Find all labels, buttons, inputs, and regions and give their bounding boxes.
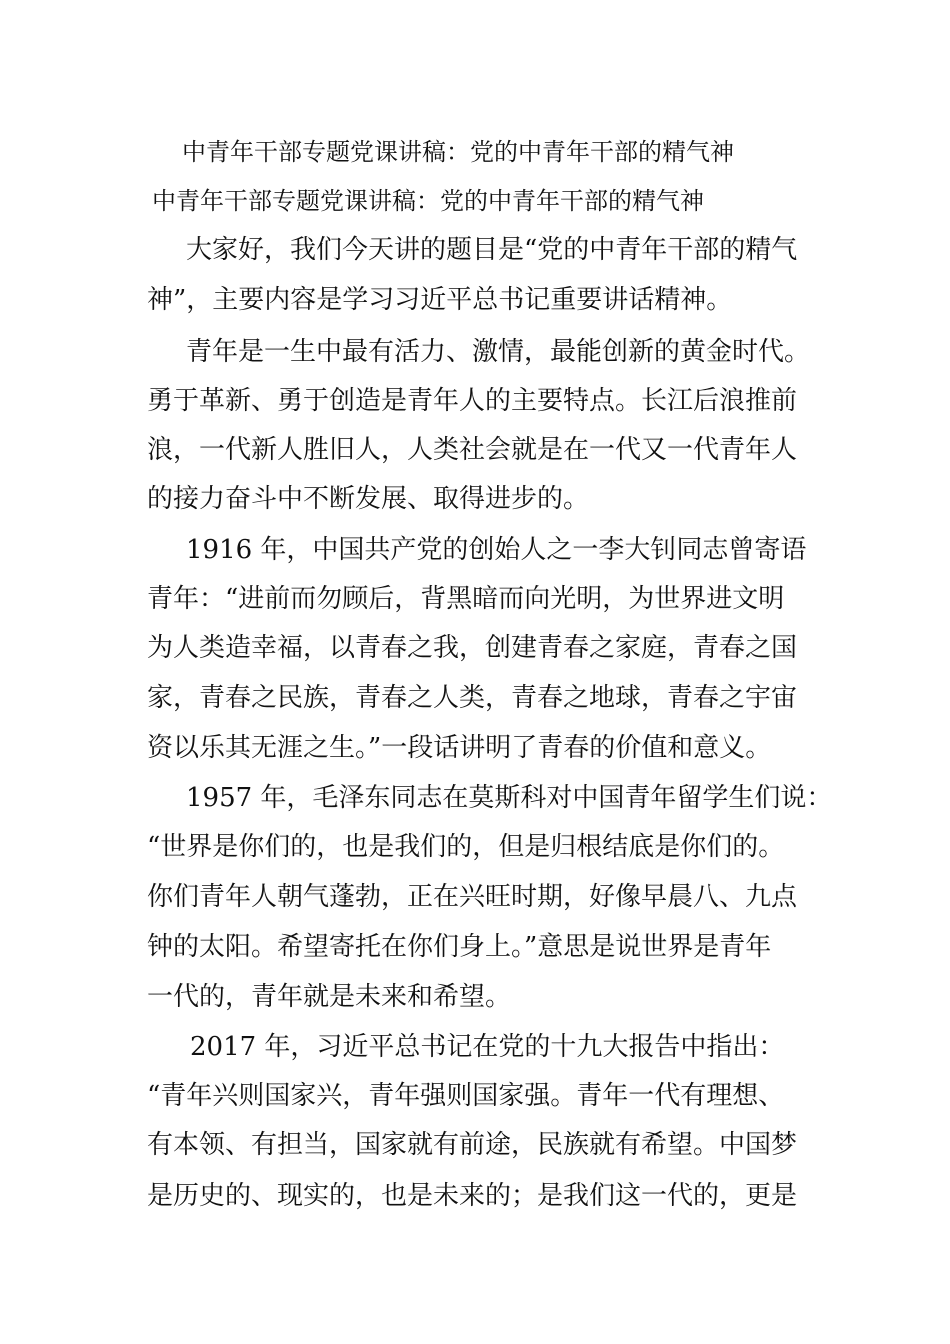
text-line: 1957 年，毛泽东同志在莫斯科对中国青年留学生们说： [186,783,833,813]
text-line: “世界是你们的，也是我们的，但是归根结底是你们的。 [147,832,785,862]
text-line: 青年是一生中最有活力、激情，最能创新的黄金时代。 [186,337,811,367]
text-line: 勇于革新、勇于创造是青年人的主要特点。长江后浪推前 [147,386,798,416]
text-line: 2017 年，习近平总书记在党的十九大报告中指出： [190,1032,785,1062]
text-line: 1916 年，中国共产党的创始人之一李大钊同志曾寄语 [186,535,807,565]
text-line: 钟的太阳。希望寄托在你们身上。”意思是说世界是青年 [147,932,772,962]
text-line: 青年：“进前而勿顾后，背黑暗而向光明，为世界进文明 [147,584,785,614]
text-line: 神”，主要内容是学习习近平总书记重要讲话精神。 [147,285,733,315]
text-line: 为人类造幸福，以青春之我，创建青春之家庭，青春之国 [147,633,798,663]
text-line: 的接力奋斗中不断发展、取得进步的。 [147,484,590,514]
text-line: 大家好，我们今天讲的题目是“党的中青年干部的精气 [186,235,798,265]
text-line: 你们青年人朝气蓬勃，正在兴旺时期，好像早晨八、九点 [147,882,798,912]
text-line: 一代的，青年就是未来和希望。 [147,982,512,1012]
document-heading: 中青年干部专题党课讲稿：党的中青年干部的精气神 [152,187,704,215]
text-line: 有本领、有担当，国家就有前途，民族就有希望。中国梦 [147,1130,798,1160]
document-title: 中青年干部专题党课讲稿：党的中青年干部的精气神 [182,138,734,166]
text-line: “青年兴则国家兴，青年强则国家强。青年一代有理想、 [147,1081,785,1111]
text-line: 浪，一代新人胜旧人，人类社会就是在一代又一代青年人 [147,435,798,465]
text-line: 是历史的、现实的，也是未来的；是我们这一代的，更是 [147,1181,798,1211]
text-line: 资以乐其无涯之生。”一段话讲明了青春的价值和意义。 [147,733,772,763]
text-line: 家，青春之民族，青春之人类，青春之地球，青春之宇宙 [147,683,798,713]
